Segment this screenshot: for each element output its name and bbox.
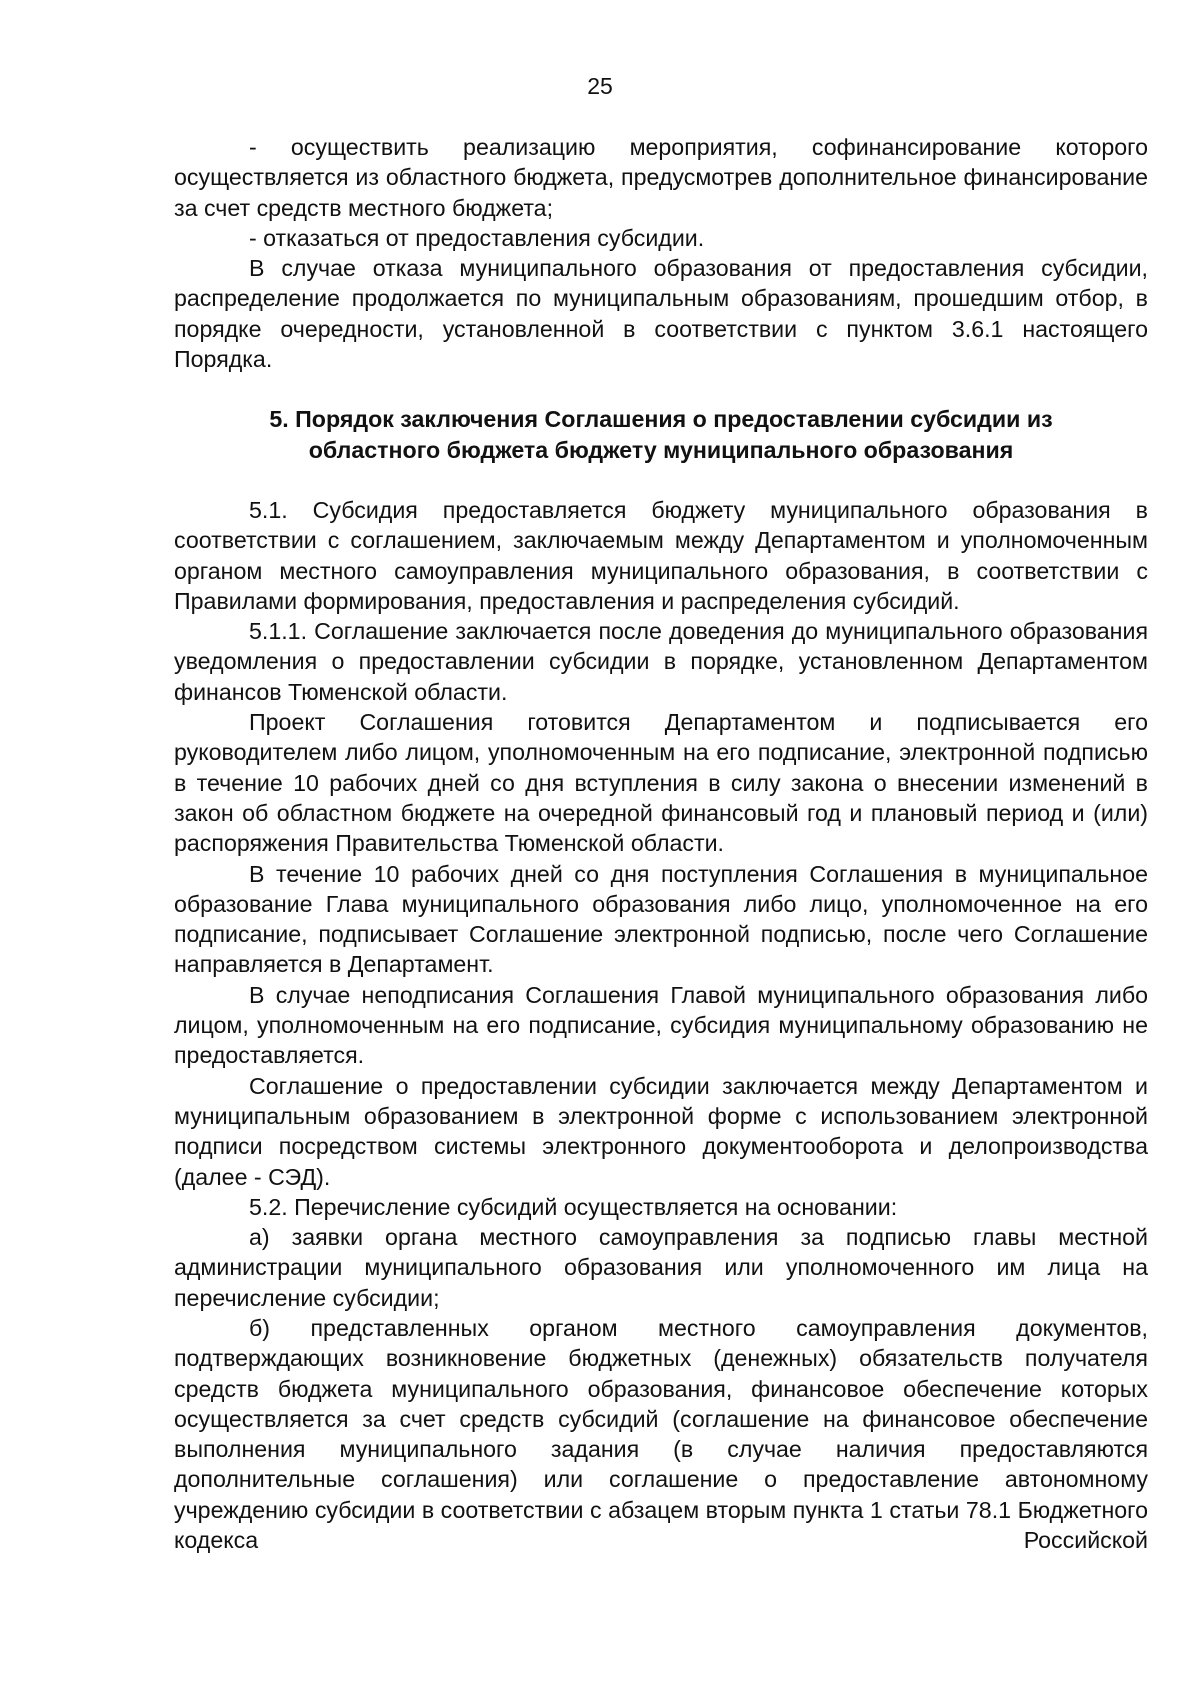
- paragraph: б) представленных органом местного самоуправления документов, подтверждающих возникновение бюджетных (денежных) обязательств получателя средств бюджета муниципального образования, финансовое обеспечение которых осуществляется за счет средств субсидий (соглашение на финансовое обеспечение выполнения муниципального задания (в случае наличия предоставляются дополнительные соглашения) или соглашение о предоставление автономному учреждению субсидии в соответствии с абзацем вторым пункта 1 статьи 78.1 Бюджетного кодекса Российской: [174, 1314, 1148, 1554]
- spacer: [174, 465, 1148, 495]
- section-heading: [174, 404, 1148, 465]
- paragraph: 5.1. Субсидия предоставляется бюджету муниципального образования в соответствии с соглашением, заключаемым между Департаментом и уполномоченным органом местного самоуправления муниципального образования, в соответствии с Правилами формирования, предоставления и распределения субсидий.: [174, 496, 1148, 614]
- paragraph: В течение 10 рабочих дней со дня поступления Соглашения в муниципальное образование Глава муниципального образования либо лицо, уполномоченное на его подписание, подписывает Соглашение электронной подписью, после чего Соглашение направляется в Департамент.: [174, 860, 1148, 978]
- document-body: [174, 132, 1148, 1555]
- paragraph: - отказаться от предоставления субсидии.: [249, 224, 705, 251]
- paragraph: В случае неподписания Соглашения Главой муниципального образования либо лицом, уполномоченным на его подписание, субсидия муниципальному образованию не предоставляется.: [174, 981, 1148, 1069]
- paragraph: Соглашение о предоставлении субсидии заключается между Департаментом и муниципальным образованием в электронной форме с использованием электронной подписи посредством системы электронного документооборота и делопроизводства (далее - СЭД).: [174, 1072, 1148, 1190]
- paragraph: а) заявки органа местного самоуправления за подписью главы местной администрации муниципального образования или уполномоченного им лица на перечисление субсидии;: [174, 1224, 1148, 1311]
- spacer: [174, 374, 1148, 404]
- page-number: 25: [587, 73, 613, 99]
- paragraph: 5.2. Перечисление субсидий осуществляется на основании:: [249, 1193, 898, 1220]
- section-heading-line: 5. Порядок заключения Соглашения о предоставлении субсидии из: [269, 406, 1053, 433]
- paragraph: В случае отказа муниципального образования от предоставления субсидии, распределение продолжается по муниципальным образованиям, прошедшим отбор, в порядке очередности, установленной в соответствии с пунктом 3.6.1 настоящего Порядка.: [174, 255, 1148, 373]
- paragraph: Проект Соглашения готовится Департаментом и подписывается его руководителем либо лицом, уполномоченным на его подписание, электронной подписью в течение 10 рабочих дней со дня вступления в силу закона о внесении изменений в закон об областном бюджете на очередной финансовый год и плановый период и (или) распоряжения Правительства Тюменской области.: [174, 709, 1148, 857]
- section-heading-line: областного бюджета бюджету муниципального образования: [308, 436, 1014, 463]
- paragraph: - осуществить реализацию мероприятия, софинансирование которого осуществляется из областного бюджета, предусмотрев дополнительное финансирование за счет средств местного бюджета;: [174, 134, 1148, 221]
- paragraph: 5.1.1. Соглашение заключается после доведения до муниципального образования уведомления о предоставлении субсидии в порядке, установленном Департаментом финансов Тюменской области.: [174, 618, 1148, 705]
